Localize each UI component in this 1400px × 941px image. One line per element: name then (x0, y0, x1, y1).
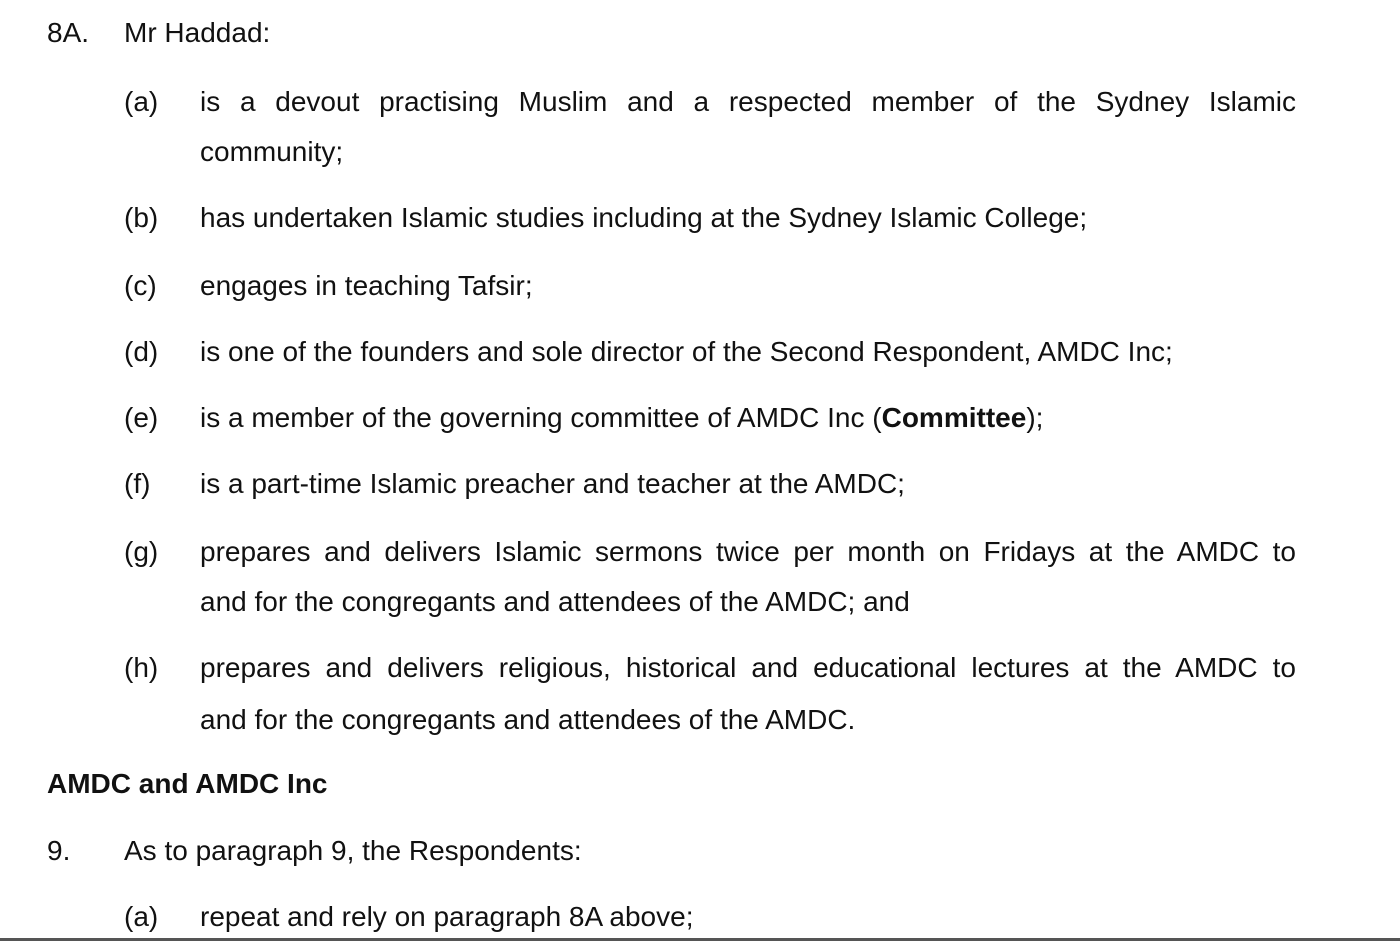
item-text-f: is a part-time Islamic preacher and teacher at the AMDC; (200, 468, 905, 499)
item-text-g-line1: prepares and delivers Islamic sermons twice per month on Fridays at the AMDC to (200, 536, 1296, 567)
paragraph-number-8a: 8A. (47, 17, 90, 48)
item-label-d: (d) (124, 336, 159, 367)
item-label-h: (h) (124, 652, 159, 683)
item-label-b: (b) (124, 202, 159, 233)
item-text-c: engages in teaching Tafsir; (200, 270, 533, 301)
item-text-g-line2: and for the congregants and attendees of the AMDC; and (200, 586, 910, 617)
item-text-b: has undertaken Islamic studies including at the Sydney Islamic College; (200, 202, 1088, 233)
item-text-e (200, 404, 1043, 432)
item-text-9a: repeat and rely on paragraph 8A above; (200, 901, 694, 932)
item-label-f: (f) (124, 468, 151, 499)
item-label-a: (a) (124, 86, 159, 117)
defined-term-committee: Committee (881, 402, 1027, 433)
item-text-a-line1: is a devout practising Muslim and a respected member of the Sydney Islamic (200, 86, 1296, 117)
paragraph-number-9: 9. (47, 835, 71, 866)
item-text-a-line2: community; (200, 136, 344, 167)
paragraph-9-intro: As to paragraph 9, the Respondents: (124, 835, 582, 866)
item-text-h-line2: and for the congregants and attendees of the AMDC. (200, 704, 856, 735)
paragraph-8a-intro: Mr Haddad: (124, 17, 271, 48)
item-label-g: (g) (124, 536, 159, 567)
item-label-c: (c) (124, 270, 157, 301)
section-heading: AMDC and AMDC Inc (47, 768, 328, 799)
item-text-d: is one of the founders and sole director of the Second Respondent, AMDC Inc; (200, 336, 1173, 367)
item-text-e-after: ); (1026, 402, 1044, 433)
item-label-e: (e) (124, 402, 159, 433)
item-text-e-before: is a member of the governing committee of AMDC Inc ( (200, 402, 882, 433)
item-label-9a: (a) (124, 901, 159, 932)
item-text-h-line1: prepares and delivers religious, historical and educational lectures at the AMDC to (200, 652, 1296, 683)
